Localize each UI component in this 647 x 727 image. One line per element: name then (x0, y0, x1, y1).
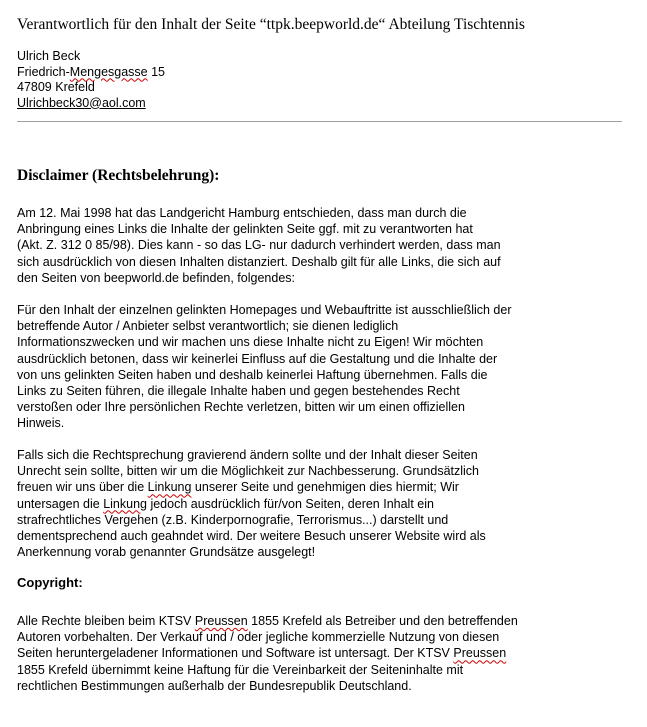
contact-street (17, 65, 165, 81)
text-line: von uns gelinkten Seiten haben und deshalb keinerlei Haftung übernehmen. Falls die (17, 367, 488, 382)
text-line: Autoren vorbehalten. Der Verkauf und / oder jegliche kommerzielle Nutzung von diesen (17, 630, 500, 645)
text-line: 1855 Krefeld übernimmt keine Haftung für die Vereinbarkeit der Seiteninhalte mit (17, 662, 464, 677)
text-line (17, 496, 627, 512)
text-span: jedoch ausdrücklich für/von Seiten, deren Inhalt ein (146, 496, 434, 511)
text-line: rechtlichen Bestimmungen außerhalb der Bundesrepublik Deutschland. (17, 678, 412, 693)
text-line: verstoßen oder Ihre persönlichen Rechte verletzen, bitten wir um einen offiziellen (17, 400, 465, 415)
text-line: ausdrücklich betonen, dass wir keinerlei Einfluss auf die Gestaltung und die Inhalte der (17, 351, 498, 366)
text-line: Falls sich die Rechtsprechung gravierend ändern sollte und der Inhalt dieser Seiten (17, 448, 478, 462)
text-line: Links zu Seiten führen, die illegale Inhalte haben und gegen bestehendes Recht (17, 384, 460, 399)
text-span: unserer Seite und genehmigen dies hiermit; Wir (191, 480, 459, 495)
text-span: 1855 Krefeld als Betreiber und den betreffenden (247, 614, 518, 628)
text-line (17, 645, 627, 661)
text-line: Hinweis. (17, 416, 65, 431)
text-line: Informationszwecken und wir machen uns diese Inhalte nicht zu Eigen! Wir möchten (17, 335, 484, 350)
text-line: Unrecht sein sollte, bitten wir um die Möglichkeit zur Nachbesserung. Grundsätzlich (17, 464, 480, 479)
copyright-paragraph (17, 613, 627, 694)
contact-address (17, 49, 165, 111)
street-name-misspelled: Mengesgasse (69, 64, 148, 79)
spellcheck-word: Preussen (194, 614, 248, 628)
disclaimer-paragraph-1 (17, 205, 627, 286)
text-line: Für den Inhalt der einzelnen gelinkten Homepages und Webauftritte ist ausschließlich der (17, 303, 512, 317)
text-line: sich ausdrücklich von diesen Inhalten distanziert. Deshalb gilt für alle Links, die sich auf (17, 254, 501, 269)
text-line: (Akt. Z. 312 0 85/98). Dies kann - so das LG- nur dadurch verhindert werden, dass man (17, 238, 501, 253)
contact-city: 47809 Krefeld (17, 80, 95, 94)
spellcheck-word: Linkung (103, 496, 147, 511)
text-line: den Seiten von beepworld.de befinden, folgendes: (17, 270, 295, 285)
spellcheck-word: Preussen (453, 646, 507, 661)
spellcheck-word: Linkung (147, 480, 192, 495)
text-line: Anbringung eines Links die Inhalte der gelinkten Seite ggf. mit zu verantworten hat (17, 222, 473, 237)
text-span: untersagen die (17, 496, 104, 511)
text-span: Seiten heruntergeladener Informationen und Software ist untersagt. Der KTSV (17, 646, 450, 661)
text-line (17, 613, 627, 629)
text-line: strafrechtliches Vergehen (z.B. Kinderpornografie, Terrorismus...) darstellt und (17, 512, 449, 527)
text-line: betreffende Autor / Anbieter selbst verantwortlich; sie dienen lediglich (17, 319, 399, 334)
contact-email-link[interactable]: Ulrichbeck30@aol.com (17, 95, 146, 110)
text-line: Am 12. Mai 1998 hat das Landgericht Hamburg entschieden, dass man durch die (17, 206, 467, 220)
copyright-heading: Copyright: (17, 575, 83, 590)
text-span: freuen wir uns über die (17, 480, 148, 495)
page-title: Verantwortlich für den Inhalt der Seite “ttpk.beepworld.de“ Abteilung Tischtennis (17, 16, 525, 33)
text-span: Alle Rechte bleiben beim KTSV (17, 614, 195, 628)
text-line (17, 479, 627, 495)
text-line: Anerkennung vorab genannter Grundsätze ausgelegt! (17, 545, 316, 560)
separator-line (17, 121, 622, 122)
street-part: Friedrich- (17, 64, 70, 79)
contact-name: Ulrich Beck (17, 49, 81, 63)
disclaimer-paragraph-2 (17, 302, 627, 432)
disclaimer-paragraph-3 (17, 447, 627, 560)
street-number: 15 (147, 64, 166, 79)
disclaimer-heading: Disclaimer (Rechtsbelehrung): (17, 167, 220, 184)
text-line: dementsprechend auch geahndet wird. Der weitere Besuch unserer Website wird als (17, 529, 486, 544)
